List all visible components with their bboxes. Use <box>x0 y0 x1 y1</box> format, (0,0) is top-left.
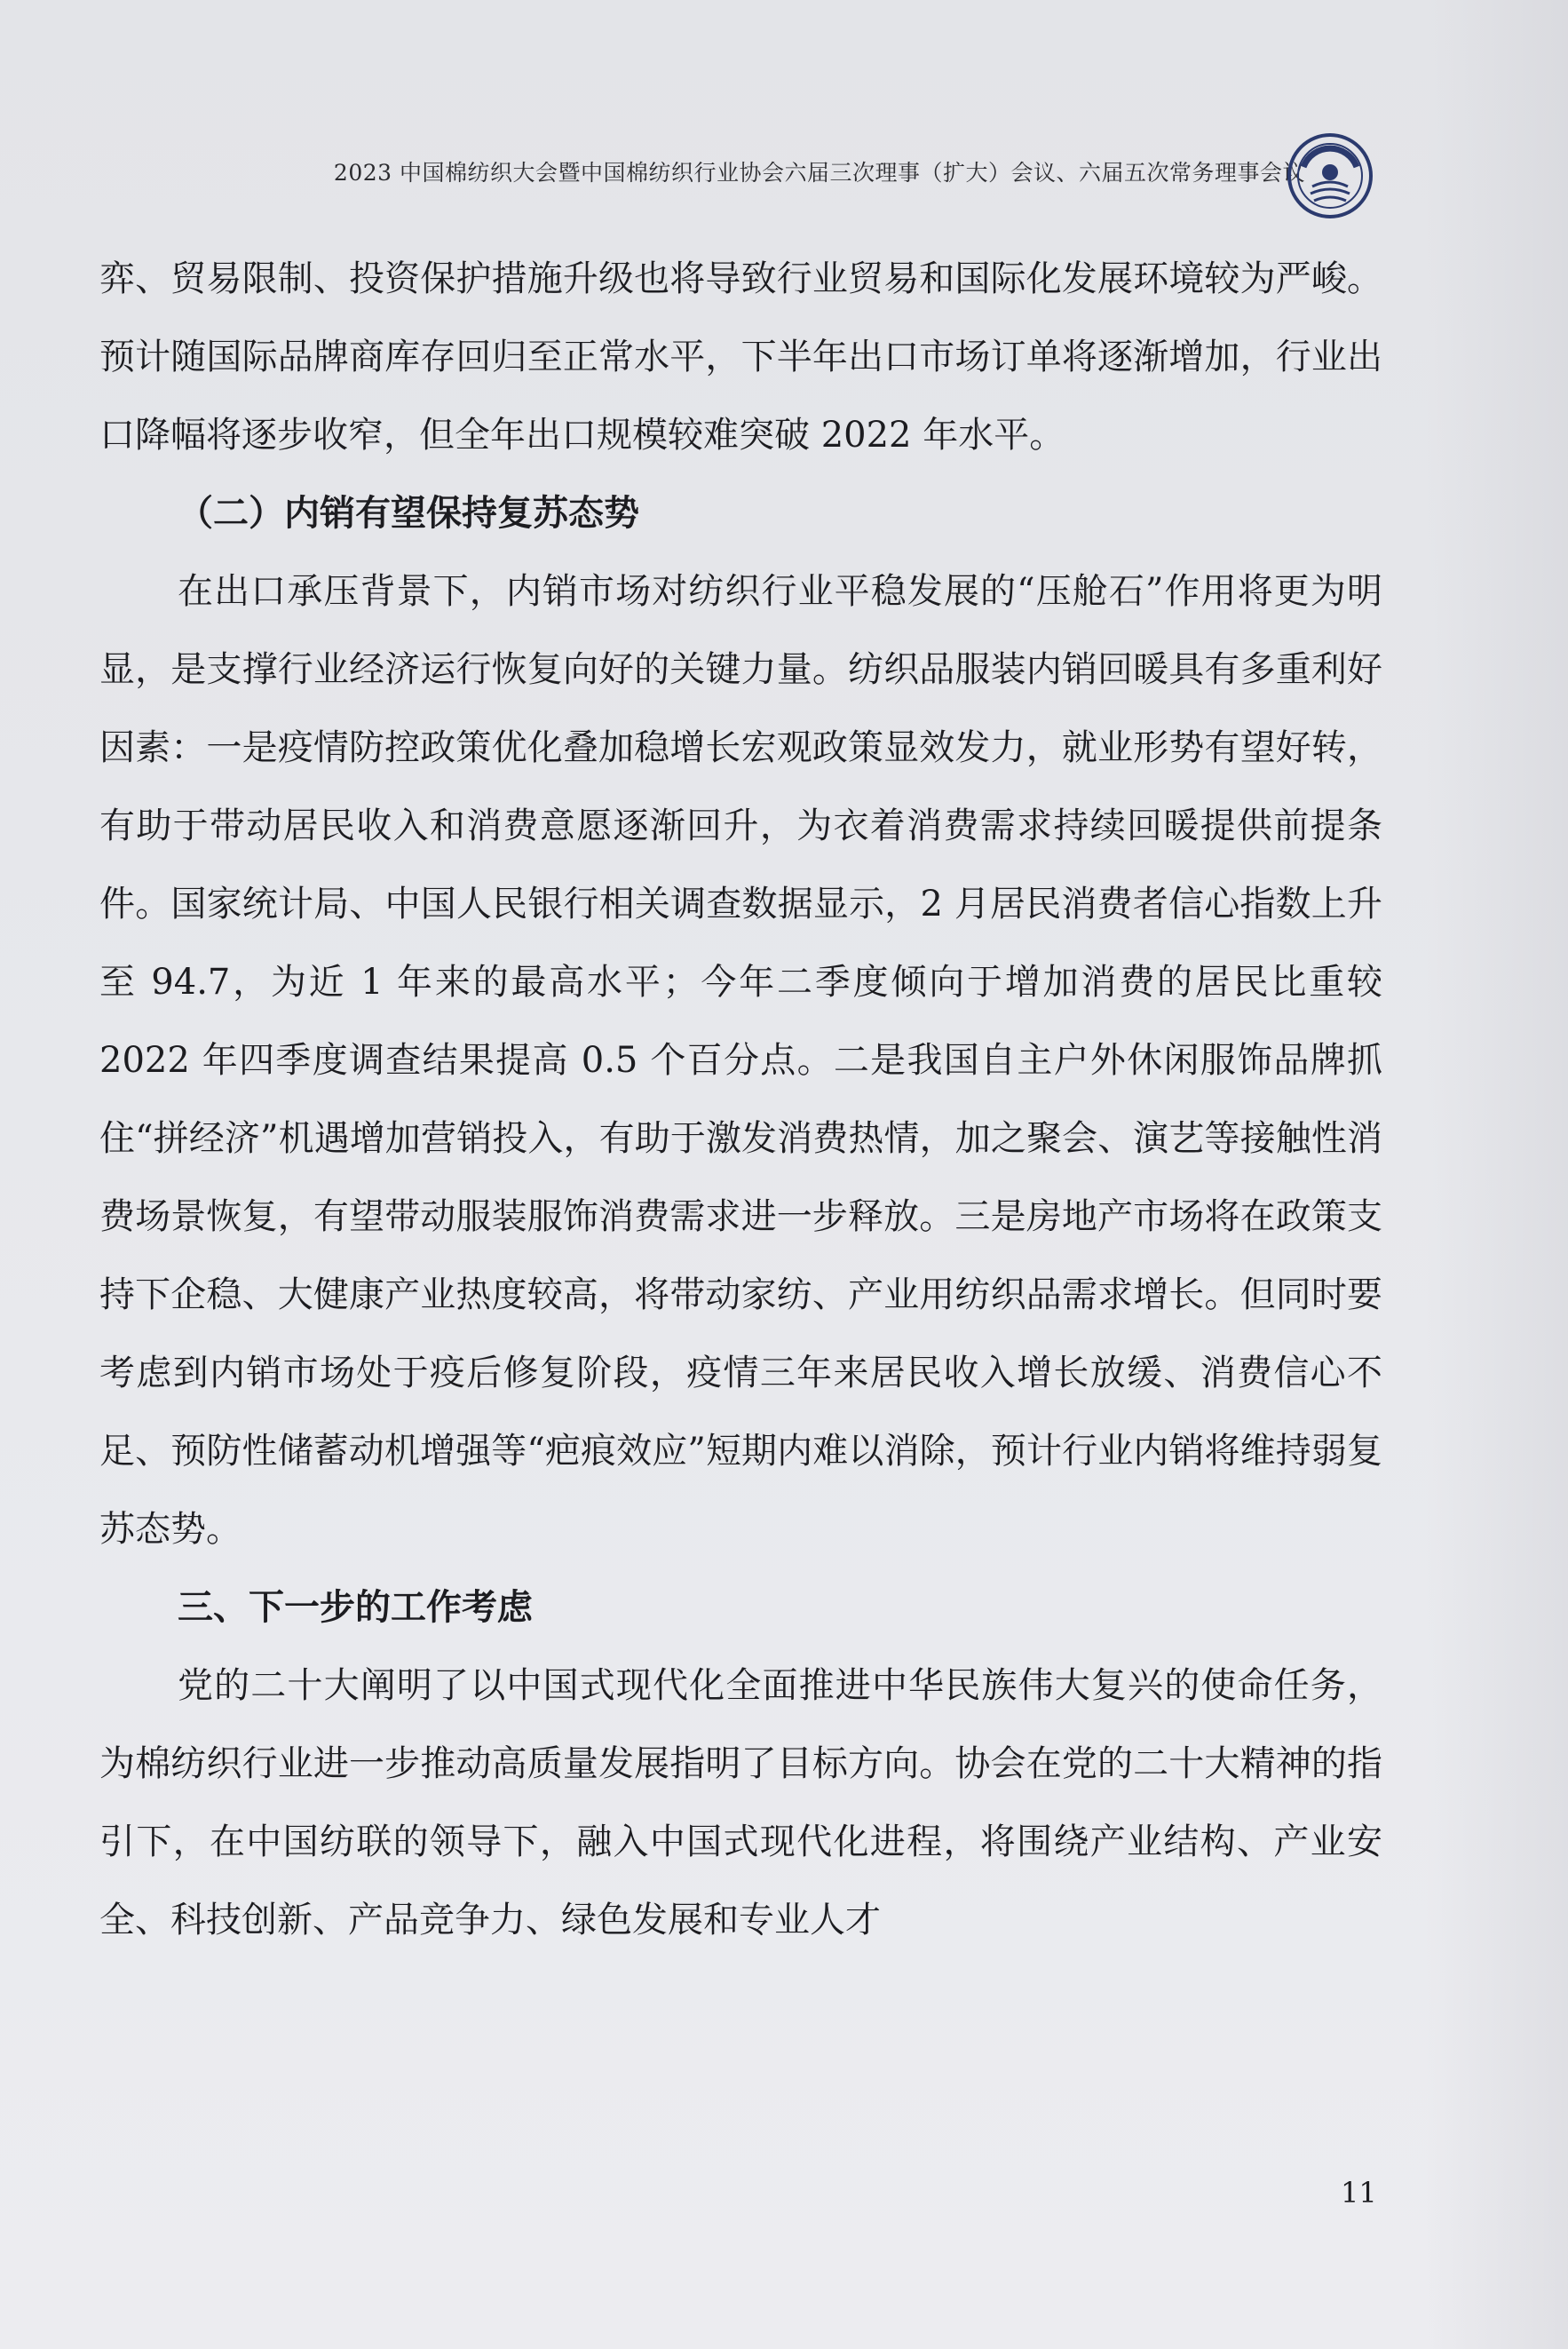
paragraph-export-outlook: 弈、贸易限制、投资保护措施升级也将导致行业贸易和国际化发展环境较为严峻。预计随国际品牌商库存回归至正常水平，下半年出口市场订单将逐渐增加，行业出口降幅将逐步收窄，但全年出口规模较难突破 2022 年水平。 <box>99 258 1382 456</box>
body-content <box>99 240 1382 1959</box>
paragraph-next-steps: 党的二十大阐明了以中国式现代化全面推进中华民族伟大复兴的使命任务，为棉纺织行业进一步推动高质量发展指明了目标方向。协会在党的二十大精神的指引下，在中国纺联的领导下，融入中国式现代化进程，将围绕产业结构、产业安全、科技创新、产品竞争力、绿色发展和专业人才 <box>99 1665 1382 1940</box>
header-title: 2023 中国棉纺织大会暨中国棉纺织行业协会六届三次理事（扩大）会议、六届五次常务理事会议 <box>333 160 1305 186</box>
paragraph-domestic-sales: 在出口承压背景下，内销市场对纺织行业平稳发展的“压舱石”作用将更为明显，是支撑行业经济运行恢复向好的关键力量。纺织品服装内销回暖具有多重利好因素：一是疫情防控政策优化叠加稳增长宏观政策显效发力，就业形势有望好转，有助于带动居民收入和消费意愿逐渐回升，为衣着消费需求持续回暖提供前提条件。国家统计局、中国人民银行相关调查数据显示，2 月居民消费者信心指数上升至 94.7，为近 1 年来的最高水平；今年二季度倾向于增加消费的居民比重较 2022 年四季度调查结果提高 0.5 个百分点。二是我国自主户外休闲服饰品牌抓住“拼经济”机遇增加营销投入，有助于激发消费热情，加之聚会、演艺等接触性消费场景恢复，有望带动服装服饰消费需求进一步释放。三是房地产市场将在政策支持下企稳、大健康产业热度较高，将带动家纺、产业用纺织品需求增长。但同时要考虑到内销市场处于疫后修复阶段，疫情三年来居民收入增长放缓、消费信心不足、预防性储蓄动机增强等“疤痕效应”短期内难以消除，预计行业内销将维持弱复苏态势。 <box>99 571 1382 1550</box>
section-heading-next-steps: 三、下一步的工作考虑 <box>178 1587 533 1628</box>
page-number: 11 <box>1341 2176 1377 2210</box>
running-header <box>107 149 1305 194</box>
association-logo-icon <box>1286 131 1374 220</box>
section-heading-domestic-sales: （二）内销有望保持复苏态势 <box>178 493 639 534</box>
